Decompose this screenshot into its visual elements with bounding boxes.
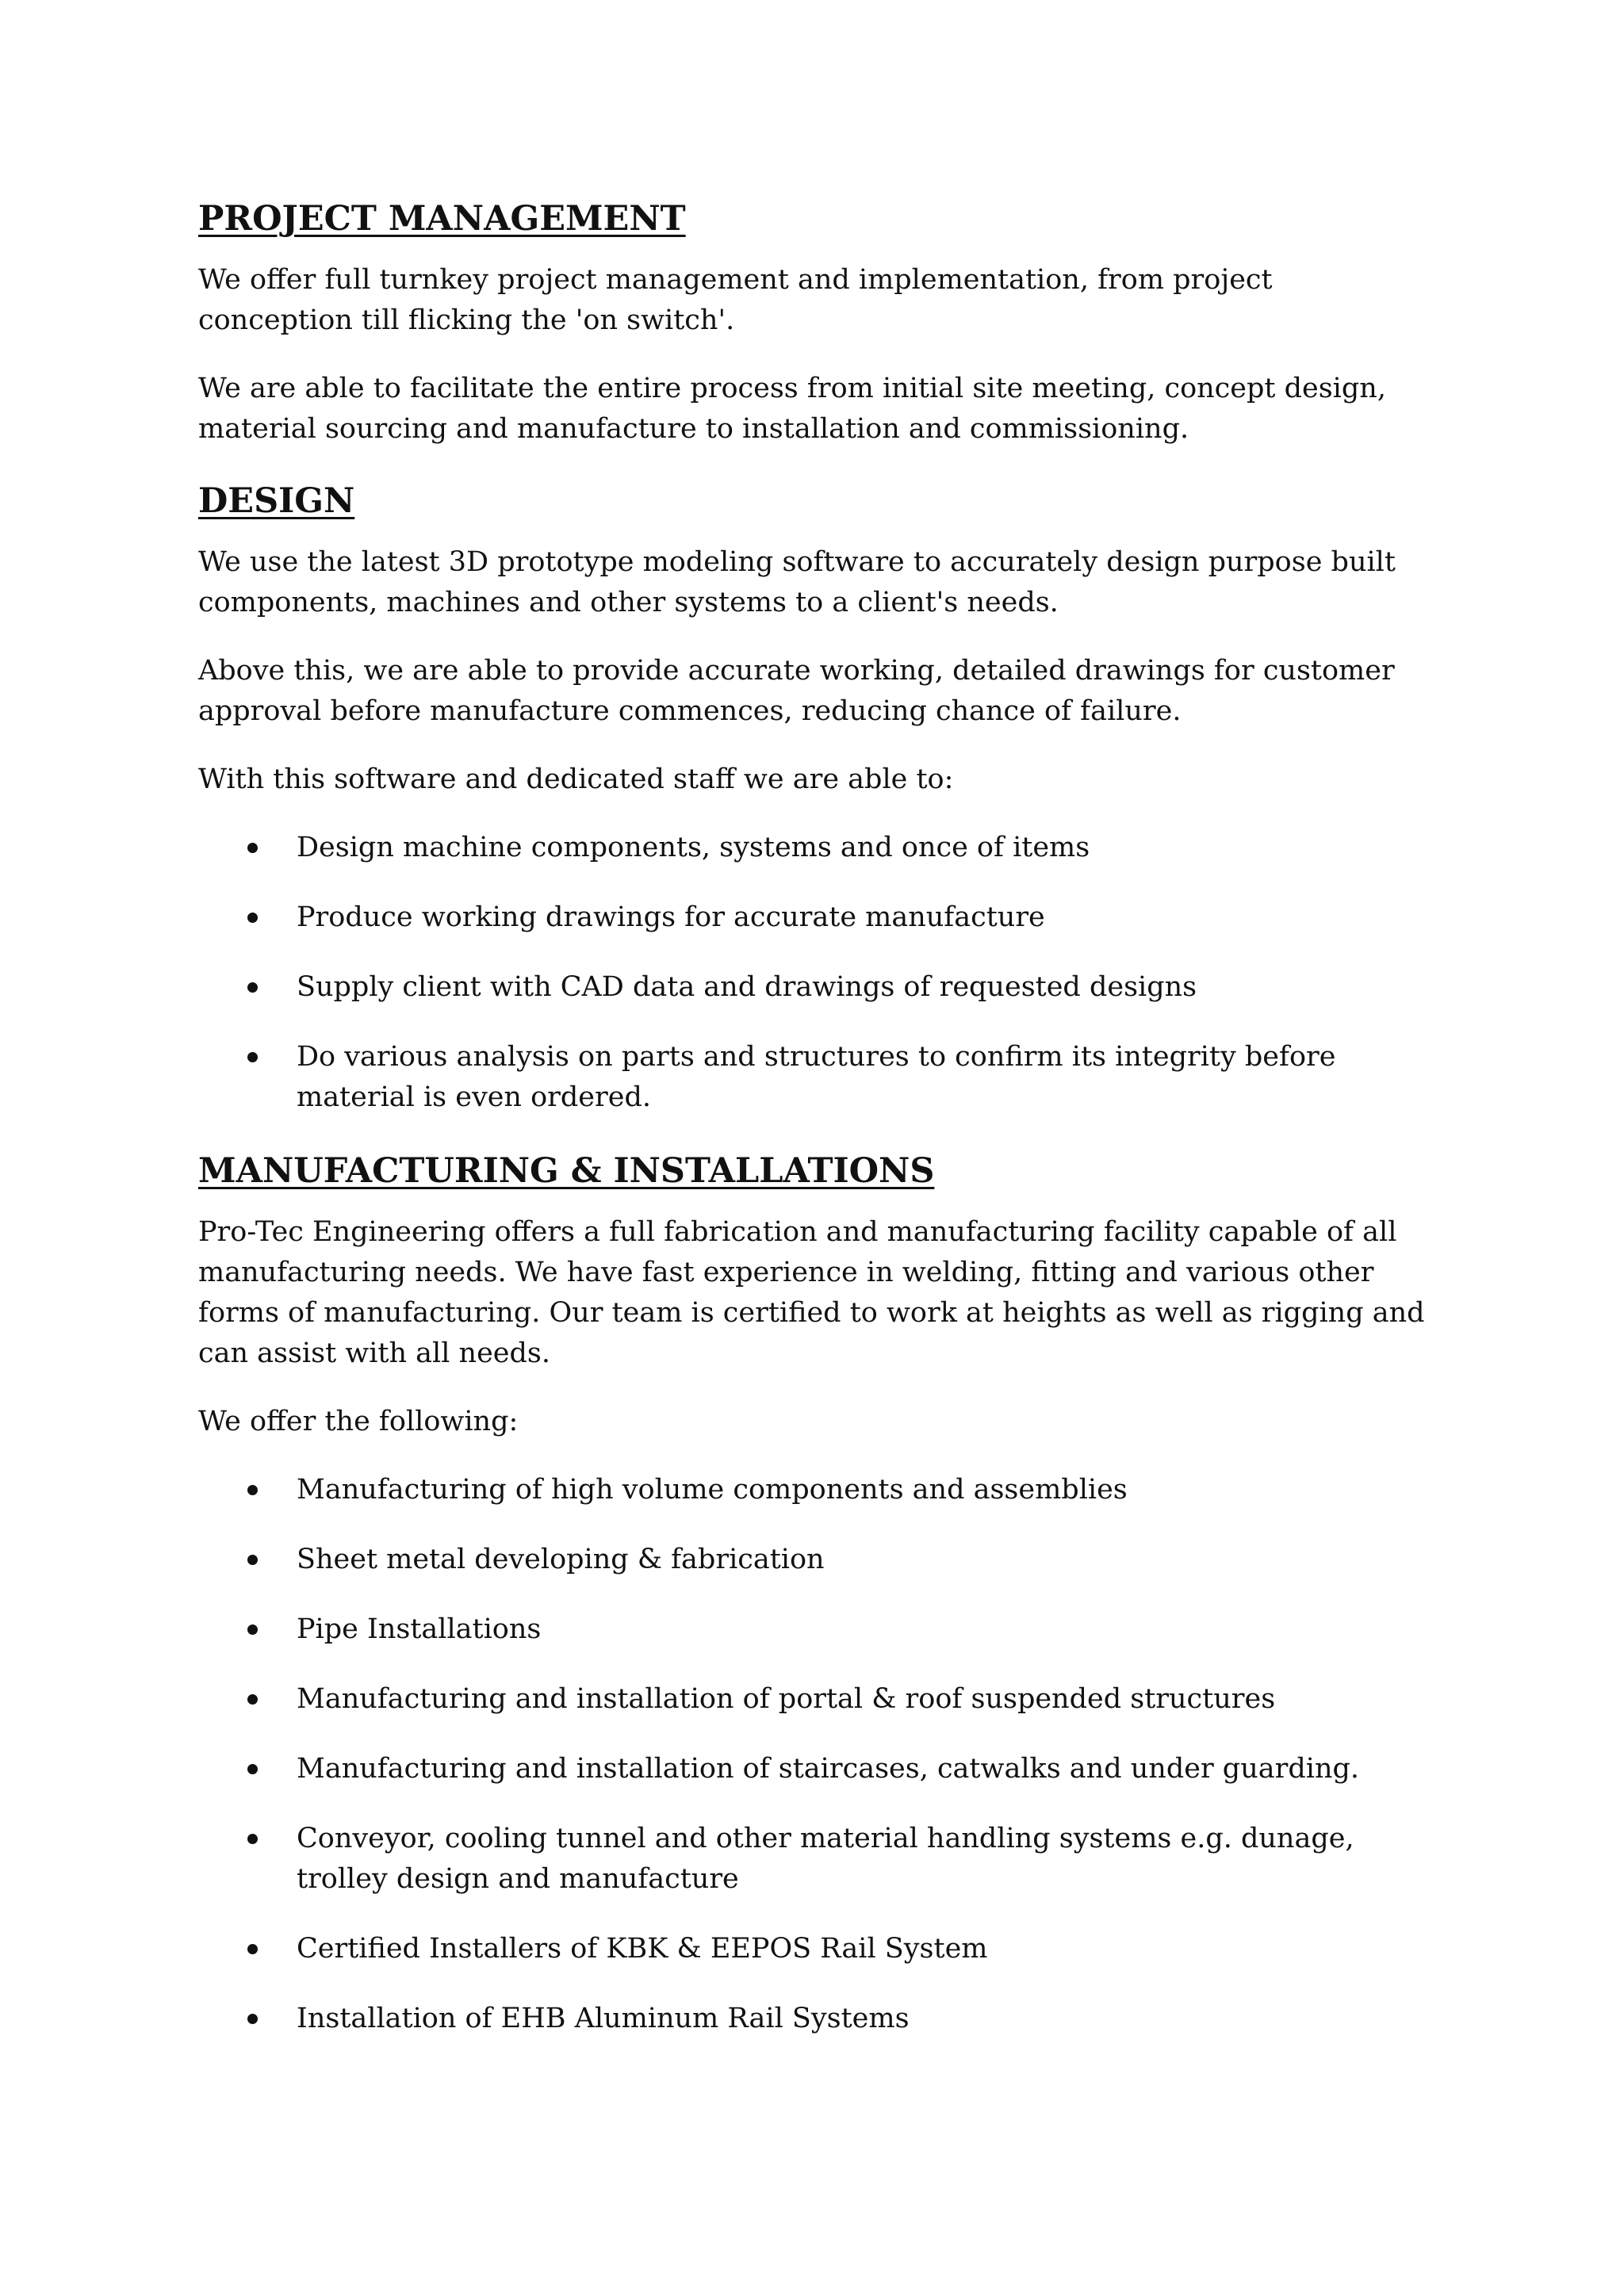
list-item [198,1929,1435,1969]
section-manufacturing-installations [198,1147,1435,2039]
paragraph: Above this, we are able to provide accurate working, detailed drawings for customer approval before manufacture commences, reducing chance of failure. [198,655,1395,727]
list-item [198,1749,1435,1789]
list-item-text: Sheet metal developing & fabrication [297,1544,825,1575]
list-item-text: Certified Installers of KBK & EEPOS Rail System [297,1933,988,1965]
paragraph: With this software and dedicated staff we are able to: [198,763,954,795]
bullet-icon [247,1764,258,1774]
list-item [198,1037,1435,1118]
design-bullet-list [198,828,1435,1118]
list-item [198,1819,1435,1900]
paragraph: Pro-Tec Engineering offers a full fabrication and manufacturing facility capable of all manufacturing needs. We have fast experience in welding, fitting and various other forms of manufacturing. Our team is certified to work at heights as well as rigging and can assist with all needs. [198,1216,1425,1369]
list-item-text: Pipe Installations [297,1613,542,1645]
list-item-text: Produce working drawings for accurate manufacture [297,901,1045,933]
heading-design: DESIGN [198,481,355,521]
list-item-text: Installation of EHB Aluminum Rail Systems [297,2003,910,2034]
list-item [198,1609,1435,1650]
list-item [198,1679,1435,1720]
bullet-icon [247,1694,258,1705]
paragraph: We use the latest 3D prototype modeling software to accurately design purpose built components, machines and other systems to a client's needs. [198,546,1396,618]
list-item [198,1470,1435,1510]
heading-project-management: PROJECT MANAGEMENT [198,199,686,239]
list-item [198,1999,1435,2039]
bullet-icon [247,1555,258,1565]
bullet-icon [247,1485,258,1495]
section-design [198,477,1435,1118]
bullet-icon [247,843,258,853]
document-page [198,195,1435,2068]
list-item [198,828,1435,868]
paragraph: We are able to facilitate the entire process from initial site meeting, concept design, material sourcing and manufacture to installation and commissioning. [198,373,1386,445]
list-item-text: Conveyor, cooling tunnel and other material handling systems e.g. dunage, trolley design and manufacture [297,1823,1354,1895]
list-item-text: Manufacturing and installation of staircases, catwalks and under guarding. [297,1753,1360,1785]
bullet-icon [247,2014,258,2024]
bullet-icon [247,1052,258,1062]
list-item [198,1540,1435,1580]
bullet-icon [247,982,258,993]
paragraph: We offer full turnkey project management and implementation, from project conception till flicking the 'on switch'. [198,264,1273,336]
bullet-icon [247,1834,258,1844]
bullet-icon [247,1624,258,1635]
heading-manufacturing-installations: MANUFACTURING & INSTALLATIONS [198,1151,935,1191]
list-item-text: Do various analysis on parts and structures to confirm its integrity before material is even ordered. [297,1041,1336,1113]
list-item-text: Design machine components, systems and once of items [297,832,1090,863]
list-item-text: Manufacturing of high volume components and assemblies [297,1474,1128,1506]
paragraph: We offer the following: [198,1406,519,1437]
manufacturing-bullet-list [198,1470,1435,2039]
list-item [198,967,1435,1008]
list-item-text: Manufacturing and installation of portal & roof suspended structures [297,1683,1276,1715]
bullet-icon [247,913,258,923]
bullet-icon [247,1944,258,1954]
section-project-management [198,195,1435,450]
list-item [198,897,1435,938]
list-item-text: Supply client with CAD data and drawings of requested designs [297,971,1197,1003]
